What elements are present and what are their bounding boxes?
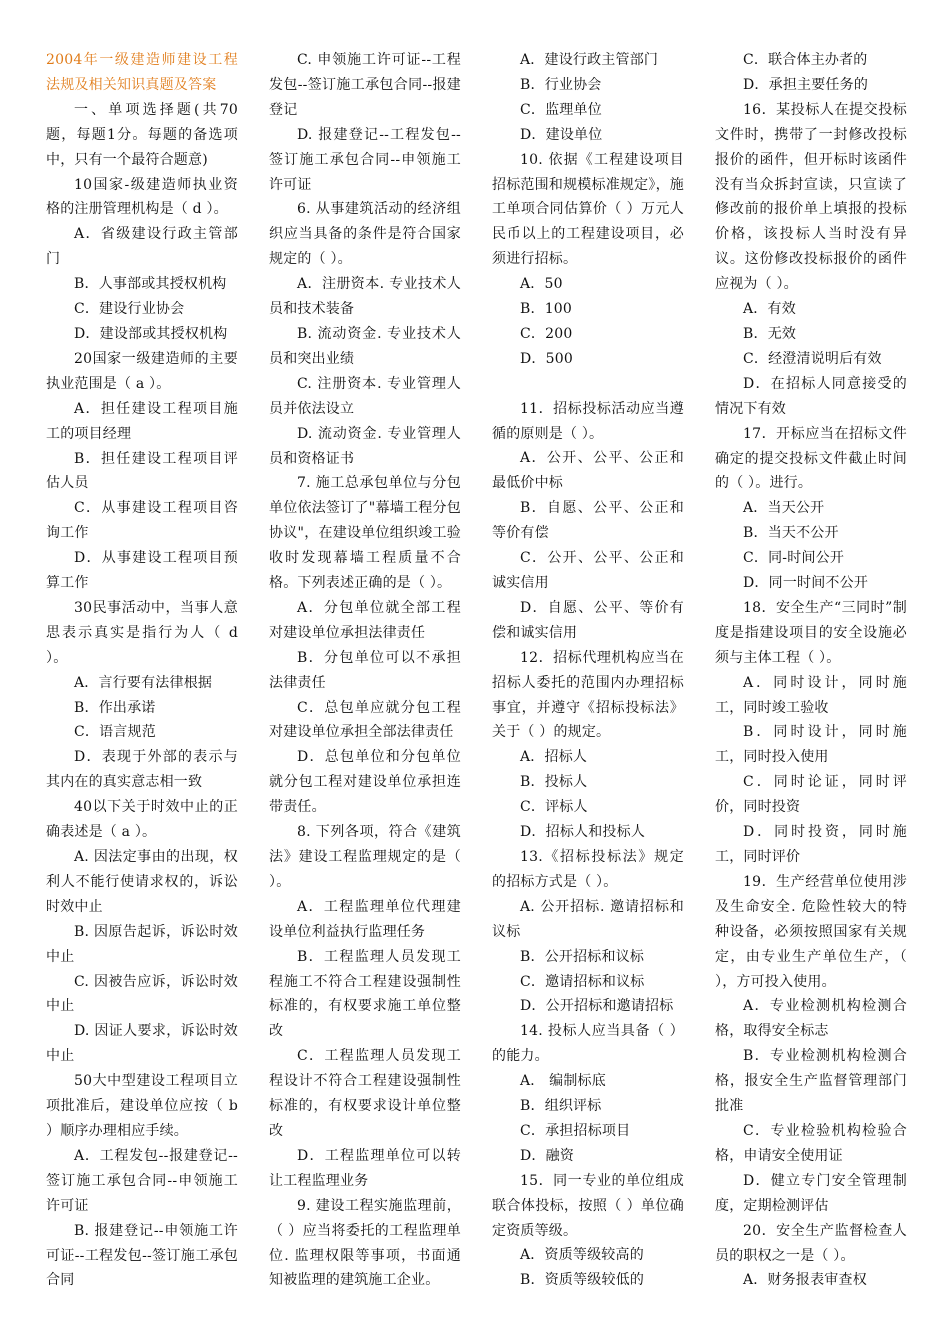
text-line: 8. 下列各项，符合《建筑法》建设工程监理规定的是（ ）。 bbox=[269, 824, 461, 890]
text-line: C．公开、公平、公正和诚实信用 bbox=[492, 550, 684, 592]
text-line: D．在招标人同意接受的情况下有效 bbox=[715, 375, 907, 417]
text-line: C. 因被告应诉，诉讼时效中止 bbox=[46, 973, 238, 1015]
text-line: D．500 bbox=[520, 350, 573, 367]
text-line: B. 报建登记--申领施工许可证--工程发包--签订施工承包合同 bbox=[46, 1222, 238, 1289]
text-line: A．专业检测机构检测合格，取得安全标志 bbox=[715, 998, 907, 1040]
text-line: B．行业协会 bbox=[520, 76, 602, 93]
text-line: D．建设部或其授权机构 bbox=[74, 325, 228, 342]
text-line: A．当天公开 bbox=[743, 500, 825, 517]
text-line: 14. 投标人应当具备（ ）的能力。 bbox=[492, 1023, 684, 1065]
text-line: A．分包单位就全部工程对建设单位承担法律责任 bbox=[269, 599, 461, 641]
text-line: 13.《招标投标法》规定的招标方式是（ ）。 bbox=[492, 848, 684, 890]
text-line: D．工程监理单位可以转让工程监理业务 bbox=[269, 1147, 461, 1189]
text-line: D. 流动资金. 专业管理人员和资格证书 bbox=[269, 425, 461, 467]
text-line: A．同时设计，同时施工，同时竣工验收 bbox=[715, 674, 907, 716]
text-column-1 bbox=[46, 48, 238, 1293]
text-line: A．资质等级较高的 bbox=[520, 1247, 644, 1264]
text-line: B．投标人 bbox=[520, 774, 588, 791]
text-line: B．资质等级较低的 bbox=[520, 1272, 645, 1289]
text-column-3 bbox=[492, 48, 684, 1293]
text-line: A．省级建设行政主管部门 bbox=[46, 226, 238, 268]
text-line: A. 因法定事由的出现，权利人不能行使请求权的，诉讼时效中止 bbox=[46, 849, 238, 915]
text-line: B．公开招标和议标 bbox=[520, 948, 645, 965]
text-line: A． 编制标底 bbox=[520, 1073, 606, 1090]
text-line: B．自愿、公平、公正和等价有偿 bbox=[492, 500, 684, 542]
text-line: C．工程监理人员发现工程设计不符合工程建设强制性标准的，有权要求设计单位整改 bbox=[269, 1048, 461, 1139]
text-line: 17．开标应当在招标文件确定的提交投标文件截止时间的（ ）。进行。 bbox=[715, 425, 907, 492]
text-line: C．联合体主办者的 bbox=[743, 52, 868, 68]
text-line: 11．招标投标活动应当遵循的原则是（ ）。 bbox=[492, 400, 684, 442]
text-line: C．建设行业协会 bbox=[74, 301, 185, 318]
text-line: C．同-时间公开 bbox=[743, 550, 845, 567]
text-line: B．无效 bbox=[743, 325, 797, 342]
text-line: B．作出承诺 bbox=[74, 699, 156, 716]
text-line: 15．同一专业的单位组成联合体投标，按照（ ）单位确定资质等级。 bbox=[492, 1172, 684, 1239]
text-line: A．财务报表审查权 bbox=[743, 1272, 867, 1289]
text-line: 20．安全生产监督检查人员的职权之一是（ ）。 bbox=[715, 1222, 907, 1264]
text-line: B．同时设计，同时施工，同时投入使用 bbox=[715, 724, 907, 766]
text-line: 16．某投标人在提交投标文件时，携带了一封修改投标报价的函件，但开标时该函件没有当众拆封宣读，只宣读了修改前的报价单上填报的投标价格，该投标人当时没有异议。这份修改投标报价的函件应视为（ ）。 bbox=[715, 101, 907, 293]
text-column-4 bbox=[715, 48, 907, 1293]
text-line: B．工程监理人员发现工程施工不符合工程建设强制性标准的，有权要求施工单位整改 bbox=[269, 948, 461, 1040]
text-line: B．人事部或其授权机构 bbox=[74, 276, 227, 293]
text-line: D．自愿、公平、等价有偿和诚实信用 bbox=[492, 599, 684, 641]
text-line: A. 公开招标. 邀请招标和议标 bbox=[492, 898, 684, 940]
text-line: D．健立专门安全管理制度，定期检测评估 bbox=[715, 1172, 907, 1214]
text-line: 50大中型建设工程项目立项批准后，建设单位应按（ b ）顺序办理相应手续。 bbox=[46, 1073, 238, 1139]
text-line: A．招标人 bbox=[520, 749, 588, 766]
text-line: B．组织评标 bbox=[520, 1098, 602, 1115]
text-line: D．承担主要任务的 bbox=[743, 76, 869, 93]
text-line: 9. 建设工程实施监理前，（ ）应当将委托的工程监理单位. 监理权限等事项，书面通知被监理的建筑施工企业。 bbox=[269, 1197, 461, 1289]
text-line: C. 申领施工许可证--工程发包--签订施工承包合同--报建登记 bbox=[269, 52, 461, 118]
text-line: C．专业检验机构检验合格，申请安全使用证 bbox=[715, 1122, 907, 1164]
text-line: C．评标人 bbox=[520, 799, 588, 816]
text-line: A．工程发包--报建登记--签订施工承包合同--申领施工许可证 bbox=[46, 1147, 238, 1214]
text-line: A．言行要有法律根据 bbox=[74, 674, 213, 691]
document-title: 2004年一级建造师建设工程法规及相关知识真题及答案 bbox=[46, 52, 238, 93]
text-line: C．邀请招标和议标 bbox=[520, 973, 645, 990]
text-line: C．总包单应就分包工程对建设单位承担全部法律责任 bbox=[269, 699, 461, 741]
text-line: A．有效 bbox=[743, 301, 796, 318]
text-line: 7. 施工总承包单位与分包单位依法签订了"幕墙工程分包协议"，在建设单位组织竣工验收时发现幕墙工程质量不合格。下列表述正确的是（ ）。 bbox=[269, 475, 461, 592]
text-line: 6. 从事建筑活动的经济组织应当具备的条件是符合国家规定的（ ）。 bbox=[269, 201, 461, 268]
text-line: 10. 依据《工程建设项目招标范围和规模标准规定》，施工单项合同估算价（ ）万元人民币以上的工程建设项目，必须进行招标。 bbox=[492, 151, 684, 268]
text-line: D．融资 bbox=[520, 1147, 575, 1164]
text-line: B．专业检测机构检测合格，报安全生产监督管理部门批准 bbox=[715, 1048, 907, 1115]
text-line: A．担任建设工程项目施工的项目经理 bbox=[46, 400, 238, 442]
text-line: 40以下关于时效中止的正确表述是（ a ）。 bbox=[46, 799, 238, 841]
text-line: C．经澄清说明后有效 bbox=[743, 350, 882, 367]
text-line: D．建设单位 bbox=[520, 126, 603, 143]
text-line: A．工程监理单位代理建设单位利益执行监理任务 bbox=[269, 898, 461, 940]
text-line: B．担任建设工程项目评估人员 bbox=[46, 450, 238, 492]
text-line: 18．安全生产“三同时”制度是指建设项目的安全设施必须与主体工程（ ）。 bbox=[715, 599, 907, 666]
text-line: 10国家-级建造师执业资格的注册管理机构是（ d ）。 bbox=[46, 176, 238, 218]
text-line: D. 报建登记--工程发包--签订施工承包合同--申领施工许可证 bbox=[269, 126, 461, 193]
text-line: C．监理单位 bbox=[520, 101, 602, 118]
text-line: A．公开、公平、公正和最低价中标 bbox=[492, 450, 684, 492]
text-line: 20国家一级建造师的主要执业范围是（ a ）。 bbox=[46, 350, 238, 392]
text-line: C．承担招标项目 bbox=[520, 1122, 631, 1139]
text-line: 一、单项选择题(共70题，每题1分。每题的备选项中，只有一个最符合题意) bbox=[46, 101, 238, 168]
text-line: A．50 bbox=[520, 276, 563, 293]
text-line: D．从事建设工程项目预算工作 bbox=[46, 550, 238, 592]
text-line: B．100 bbox=[520, 301, 573, 318]
text-line: D．总包单位和分包单位就分包工程对建设单位承担连带责任。 bbox=[269, 749, 461, 816]
text-line: A．建设行政主管部门 bbox=[520, 52, 659, 68]
text-line: D．表现于外部的表示与其内在的真实意志相一致 bbox=[46, 749, 238, 791]
text-line: D．招标人和投标人 bbox=[520, 824, 646, 841]
text-line: B. 因原告起诉，诉讼时效中止 bbox=[46, 923, 238, 965]
text-line: B. 流动资金. 专业技术人员和突出业绩 bbox=[269, 325, 461, 367]
text-line: D．同时投资，同时施工，同时评价 bbox=[715, 824, 907, 865]
text-line: 19．生产经营单位使用涉及生命安全. 危险性较大的特种设备，必须按照国家有关规定，由专业生产单位生产，（ ），方可投入使用。 bbox=[715, 873, 907, 990]
text-line: B．分包单位可以不承担法律责任 bbox=[269, 649, 461, 691]
text-line: C. 注册资本. 专业管理人员并依法设立 bbox=[269, 375, 461, 417]
text-line: C．同时论证，同时评价，同时投资 bbox=[715, 774, 907, 816]
text-line: A．注册资本. 专业技术人员和技术装备 bbox=[269, 276, 461, 318]
text-line: C．从事建设工程项目咨询工作 bbox=[46, 500, 238, 542]
text-line: B．当天不公开 bbox=[743, 525, 839, 542]
text-column-2 bbox=[269, 48, 461, 1293]
text-line: C．200 bbox=[520, 325, 573, 342]
text-line: D. 因证人要求，诉讼时效中止 bbox=[46, 1023, 238, 1065]
text-line: D．同一时间不公开 bbox=[743, 575, 869, 592]
text-line: 12．招标代理机构应当在招标人委托的范围内办理招标事宜，并遵守《招标投标法》关于（ ）的规定。 bbox=[492, 649, 684, 741]
text-line: D．公开招标和邀请招标 bbox=[520, 998, 674, 1015]
text-line: C．语言规范 bbox=[74, 724, 156, 741]
text-line: 30民事活动中，当事人意思表示真实是指行为人（ d ）。 bbox=[46, 599, 238, 666]
